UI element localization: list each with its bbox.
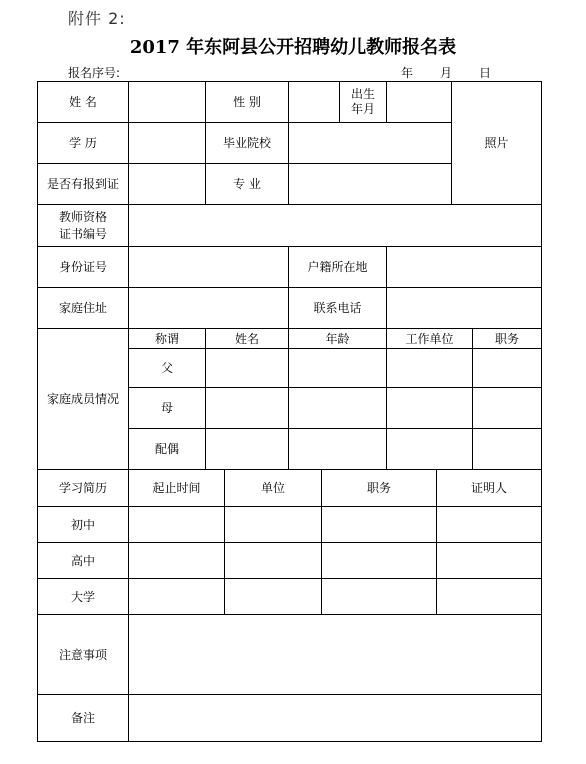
registration-certificate-label: 是否有报到证 — [46, 177, 119, 191]
id-number-label: 身份证号 — [58, 260, 107, 274]
date-year-label: 年 — [401, 66, 414, 80]
photo-box[interactable]: 照片 — [484, 136, 509, 150]
school-label: 毕业院校 — [222, 136, 271, 150]
family-row-mother: 母 — [160, 401, 173, 415]
address-label: 家庭住址 — [58, 301, 107, 315]
gender-label: 性 别 — [233, 95, 261, 109]
family-header-name: 姓名 — [234, 331, 259, 346]
family-members-label: 家庭成员情况 — [46, 392, 119, 406]
teacher-certificate-input[interactable] — [129, 205, 541, 246]
form-title: 2017 年东阿县公开招聘幼儿教师报名表 — [129, 37, 457, 58]
study-header-witness: 证明人 — [470, 481, 507, 495]
serial-number-label: 报名序号: — [68, 66, 121, 80]
study-row-junior-high: 初中 — [70, 517, 95, 532]
phone-label: 联系电话 — [313, 301, 362, 315]
study-header-unit: 单位 — [260, 481, 285, 495]
education-input[interactable] — [129, 123, 205, 163]
study-row-senior-high: 高中 — [70, 553, 95, 568]
study-history-label: 学习简历 — [58, 481, 107, 495]
family-row-spouse: 配偶 — [154, 442, 179, 456]
remarks-input[interactable] — [129, 695, 541, 741]
major-label: 专 业 — [233, 177, 261, 191]
id-number-input[interactable] — [129, 247, 288, 287]
study-row-university: 大学 — [70, 589, 95, 604]
household-label: 户籍所在地 — [307, 260, 368, 274]
teacher-certificate-label: 教师资格 证书编号 — [58, 209, 107, 241]
family-header-relation: 称谓 — [154, 331, 179, 346]
name-input[interactable] — [129, 82, 205, 122]
study-header-period: 起止时间 — [152, 481, 201, 495]
birth-input[interactable] — [387, 82, 451, 122]
family-header-age: 年龄 — [325, 331, 350, 346]
phone-input[interactable] — [387, 288, 541, 328]
birth-label: 出生 年月 — [350, 87, 375, 116]
date-month-label: 月 — [440, 66, 453, 80]
education-label: 学 历 — [69, 136, 97, 150]
notes-label: 注意事项 — [58, 647, 107, 662]
notes-input[interactable] — [129, 615, 541, 694]
remarks-label: 备注 — [70, 711, 95, 725]
study-header-position: 职务 — [366, 481, 391, 495]
school-input[interactable] — [289, 123, 451, 163]
major-input[interactable] — [289, 164, 451, 204]
attachment-label: 附件 2: — [68, 9, 126, 28]
family-header-position: 职务 — [494, 331, 519, 346]
address-input[interactable] — [129, 288, 288, 328]
registration-certificate-input[interactable] — [129, 164, 205, 204]
household-input[interactable] — [387, 247, 541, 287]
family-row-father: 父 — [160, 361, 173, 375]
date-day-label: 日 — [479, 66, 492, 80]
name-label: 姓 名 — [69, 95, 97, 109]
gender-input[interactable] — [289, 82, 339, 122]
family-header-workplace: 工作单位 — [405, 331, 454, 346]
